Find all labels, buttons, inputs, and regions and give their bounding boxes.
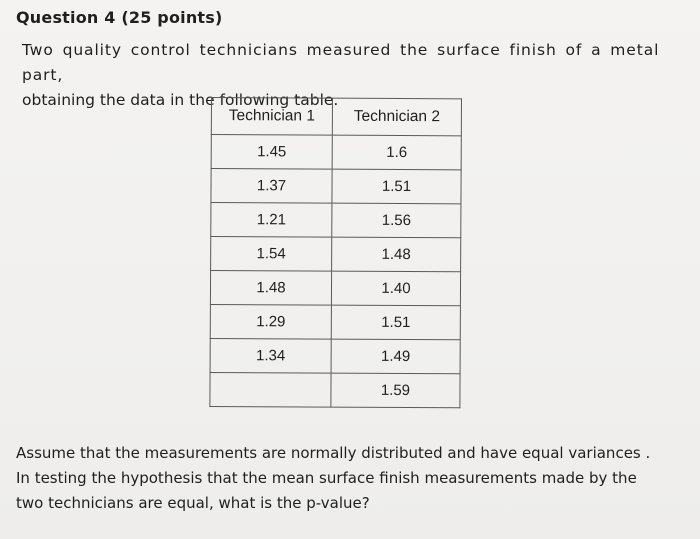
intro-line-2: obtaining the data in the following table. bbox=[22, 91, 339, 109]
cell-technician-2: 1.48 bbox=[332, 237, 461, 272]
table-row bbox=[211, 135, 461, 170]
table-header-row bbox=[211, 98, 461, 136]
cell-technician-2: 1.40 bbox=[331, 271, 460, 306]
cell-technician-1: 1.37 bbox=[211, 169, 332, 204]
table-row bbox=[210, 271, 460, 306]
cell-technician-2: 1.59 bbox=[331, 373, 460, 408]
intro-line-1: Two quality control technicians measured the surface finish of a metal part, bbox=[22, 41, 660, 84]
header-technician-1: Technician 1 bbox=[211, 98, 332, 136]
question-title: Question 4 (25 points) bbox=[16, 8, 223, 27]
cell-technician-2: 1.56 bbox=[332, 203, 461, 238]
cell-technician-2: 1.51 bbox=[331, 305, 460, 340]
table-row bbox=[210, 338, 460, 373]
prompt-line-3: two technicians are equal, what is the p-value? bbox=[16, 494, 370, 512]
cell-technician-1: 1.54 bbox=[211, 237, 332, 272]
table-row bbox=[210, 304, 460, 339]
table-row bbox=[211, 203, 461, 238]
table-row bbox=[211, 169, 461, 204]
cell-technician-2: 1.51 bbox=[332, 169, 461, 204]
header-technician-2: Technician 2 bbox=[332, 98, 461, 136]
table-row bbox=[210, 372, 460, 407]
cell-technician-1: 1.45 bbox=[211, 135, 332, 170]
cell-technician-1: 1.48 bbox=[210, 271, 331, 306]
table-row bbox=[211, 237, 461, 272]
data-table bbox=[209, 97, 462, 408]
cell-technician-2: 1.6 bbox=[332, 135, 461, 170]
cell-technician-2: 1.49 bbox=[331, 339, 460, 374]
cell-technician-1: 1.34 bbox=[210, 338, 331, 373]
cell-technician-1: 1.29 bbox=[210, 304, 331, 339]
prompt-line-2: In testing the hypothesis that the mean surface finish measurements made by the bbox=[16, 469, 637, 487]
cell-technician-1 bbox=[210, 372, 331, 407]
question-prompt bbox=[16, 441, 686, 516]
prompt-line-1: Assume that the measurements are normally distributed and have equal variances . bbox=[16, 444, 651, 462]
cell-technician-1: 1.21 bbox=[211, 203, 332, 238]
